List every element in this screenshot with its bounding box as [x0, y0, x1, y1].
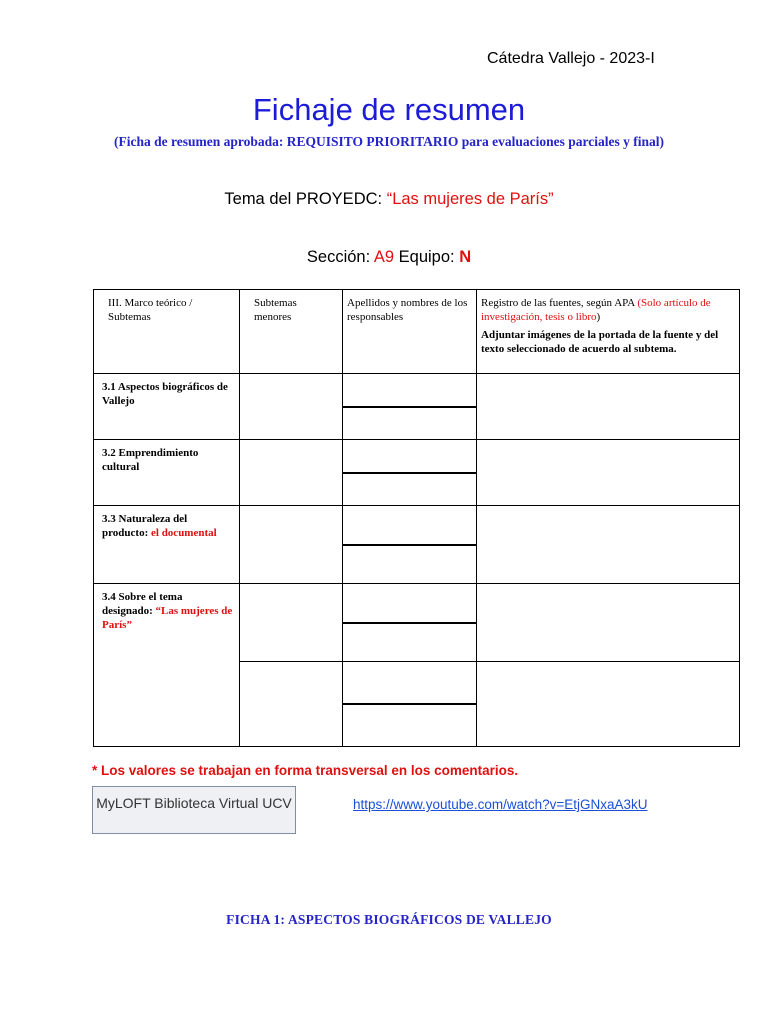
header-subtemas: III. Marco teórico / Subtemas — [108, 297, 193, 323]
library-button[interactable]: MyLOFT Biblioteca Virtual UCV — [92, 786, 296, 834]
responsable-cell[interactable] — [343, 703, 476, 746]
team-label: Equipo: — [394, 248, 460, 266]
header-cell — [94, 290, 240, 374]
team-value: N — [459, 248, 472, 266]
registro-instructions: Adjuntar imágenes de la portada de la fuente y del texto seleccionado de acuerdo al subtema. — [481, 329, 719, 355]
subtema-cell[interactable] — [240, 440, 343, 506]
ficha-title: FICHA 1: ASPECTOS BIOGRÁFICOS DE VALLEJO — [226, 912, 552, 927]
page-title: Fichaje de resumen — [252, 92, 526, 127]
row-label-red: el documental — [151, 527, 217, 539]
topic-label: Tema del PROYEDC: — [224, 190, 387, 208]
subtema-cell[interactable] — [240, 584, 343, 662]
subtema-cell[interactable] — [240, 506, 343, 584]
responsable-cell[interactable] — [343, 544, 476, 584]
table-row — [94, 584, 740, 662]
header-cell — [477, 290, 740, 374]
header-responsables: Apellidos y nombres de los responsables — [347, 297, 468, 323]
video-link[interactable]: https://www.youtube.com/watch?v=EtjGNxaA3kU — [353, 797, 648, 812]
responsable-cell[interactable] — [343, 662, 476, 703]
header-registro — [477, 290, 739, 356]
registro-note: (Solo artículo de investigación, tesis o libro — [481, 297, 711, 323]
row-label-text: 3.4 Sobre el tema designado: — [102, 591, 183, 617]
row-label-text: 3.3 Naturaleza del producto: — [102, 513, 188, 539]
summary-table — [93, 289, 740, 747]
responsable-cell[interactable] — [343, 440, 476, 472]
subtema-cell[interactable] — [240, 662, 343, 747]
header-cell — [240, 290, 343, 374]
table-row — [94, 506, 740, 584]
responsable-cell[interactable] — [343, 472, 476, 506]
header-cell — [343, 290, 477, 374]
registro-cell[interactable] — [477, 506, 740, 584]
row-label-red: “Las mujeres de París” — [102, 605, 233, 631]
table-header-row — [94, 290, 740, 374]
table-row — [94, 440, 740, 506]
registro-label: Registro de las fuentes, según APA — [481, 297, 638, 309]
row-label — [94, 506, 239, 540]
transversal-note: * Los valores se trabajan en forma transversal en los comentarios. — [92, 763, 519, 778]
page-subtitle: (Ficha de resumen aprobada: REQUISITO PRIORITARIO para evaluaciones parciales y final) — [113, 134, 665, 149]
topic-value: “Las mujeres de París” — [386, 190, 554, 208]
row-label — [94, 584, 239, 632]
registro-cell[interactable] — [477, 584, 740, 662]
registro-cell[interactable] — [477, 662, 740, 747]
row-label-text: 3.2 Emprendimiento cultural — [102, 447, 199, 473]
responsable-cell[interactable] — [343, 622, 476, 662]
section-team — [0, 248, 768, 267]
registro-close: ) — [596, 311, 601, 323]
row-label — [94, 374, 239, 408]
row-label-text: 3.1 Aspectos biográficos de Vallejo — [102, 381, 228, 407]
section-value: A9 — [373, 248, 395, 266]
project-topic — [0, 190, 768, 209]
header-subtemas-menores: Subtemas menores — [254, 297, 297, 323]
responsable-cell[interactable] — [343, 506, 476, 544]
section-label: Sección: — [306, 248, 374, 266]
responsable-cell[interactable] — [343, 406, 476, 440]
registro-cell[interactable] — [477, 440, 740, 506]
registro-cell[interactable] — [477, 374, 740, 440]
responsable-cell[interactable] — [343, 374, 476, 406]
responsable-cell[interactable] — [343, 584, 476, 622]
table-row — [94, 374, 740, 440]
row-label — [94, 440, 239, 474]
course-header: Cátedra Vallejo - 2023-I — [487, 50, 655, 67]
subtema-cell[interactable] — [240, 374, 343, 440]
